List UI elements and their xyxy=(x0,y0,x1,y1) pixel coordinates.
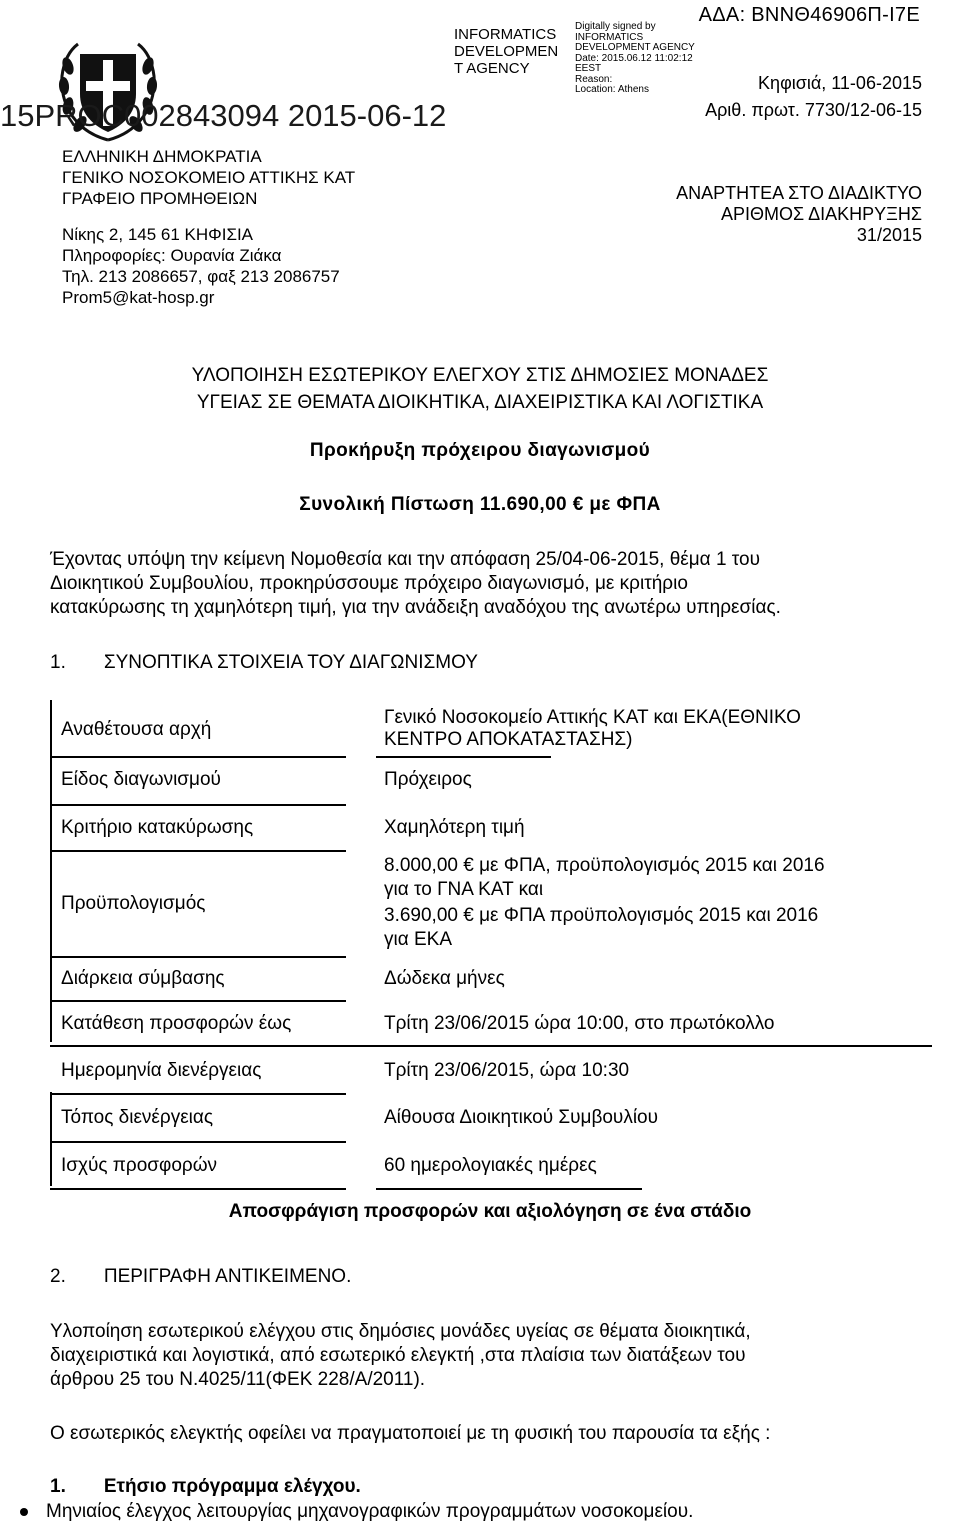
table-footer: Αποσφράγιση προσφορών και αξιολόγηση σε ένα στάδιο xyxy=(228,1201,752,1222)
total-credit: Συνολική Πίστωση 11.690,00 € με ΦΠΑ xyxy=(299,494,661,515)
document-stamp: 15PROC002843094 2015-06-12 xyxy=(0,98,447,133)
row-label: Είδος διαγωνισμού xyxy=(61,769,221,790)
publish-note: ΑΝΑΡΤΗΤΕΑ ΣΤΟ ΔΙΑΔΙΚΤΥΟ ΑΡΙΘΜΟΣ ΔΙΑΚΗΡΥΞΗΣ 31/2015 xyxy=(676,183,922,245)
row-value: Δώδεκα μήνες xyxy=(384,968,505,989)
row-label: Αναθέτουσα αρχή xyxy=(61,719,212,740)
row-label: Κατάθεση προσφορών έως xyxy=(61,1013,292,1034)
section1-heading: 1. ΣΥΝΟΠΤΙΚΑ ΣΤΟΙΧΕΙΑ ΤΟΥ ΔΙΑΓΩΝΙΣΜΟΥ xyxy=(50,652,478,673)
place-date: Κηφισιά, 11-06-2015 xyxy=(758,73,922,93)
row-label: Προϋπολογισμός xyxy=(61,893,206,914)
row-value: Πρόχειρος xyxy=(384,769,472,790)
contact-block: Νίκης 2, 145 61 ΚΗΦΙΣΙΑ Πληροφορίες: Ουρανία Ζιάκα Τηλ. 213 2086657, φαξ 213 2086757 Prom5@kat-hosp.gr xyxy=(62,225,340,307)
row-value: Αίθουσα Διοικητικού Συμβουλίου xyxy=(384,1107,659,1128)
row-value: Χαμηλότερη τιμή xyxy=(384,817,525,838)
description-paragraph: Υλοποίηση εσωτερικού ελέγχου στις δημόσιες μονάδες υγείας σε θέματα διοικητικά, διαχειριστικά και λογιστικά, από εσωτερικό ελεγκτή ,στα πλαίσια των διατάξεων του άρθρου 25 του Ν.4025/11(ΦΕΚ 228/Α/2011). xyxy=(50,1321,751,1390)
intro-paragraph: Έχοντας υπόψη την κείμενη Νομοθεσία και την απόφαση 25/04-06-2015, θέμα 1 του Διοικητικού Συμβουλίου, προκηρύσσουμε πρόχειρο διαγωνισμό, με κριτήριο κατακύρωσης τη χαμηλότερη τιμή, για την ανάδειξη αναδόχου της ανωτέρω υπηρεσίας. xyxy=(50,549,781,618)
signature-organization: INFORMATICS DEVELOPMEN T AGENCY xyxy=(454,26,559,77)
sender-block: ΕΛΛΗΝΙΚΗ ΔΗΜΟΚΡΑΤΙΑ ΓΕΝΙΚΟ ΝΟΣΟΚΟΜΕΙΟ ΑΤΤΙΚΗΣ ΚΑΤ ΓΡΑΦΕΙΟ ΠΡΟΜΗΘΕΙΩΝ xyxy=(62,147,356,208)
row-label: Κριτήριο κατακύρωσης xyxy=(61,817,254,838)
row-value: 60 ημερολογιακές ημέρες xyxy=(384,1155,597,1176)
row-label: Ισχύς προσφορών xyxy=(61,1155,218,1176)
protocol-number: Αριθ. πρωτ. 7730/12-06-15 xyxy=(705,100,922,120)
document-title: ΥΛΟΠΟΙΗΣΗ ΕΣΩΤΕΡΙΚΟΥ ΕΛΕΓΧΟΥ ΣΤΙΣ ΔΗΜΟΣΙΕΣ ΜΟΝΑΔΕΣ ΥΓΕΙΑΣ ΣΕ ΘΕΜΑΤΑ ΔΙΟΙΚΗΤΙΚΑ, ΔΙΑΧΕΙΡΙΣΤΙΚΑ ΚΑΙ ΛΟΓΙΣΤΙΚΑ xyxy=(191,365,769,413)
row-label: Τόπος διενέργειας xyxy=(61,1107,214,1128)
obligations-paragraph: Ο εσωτερικός ελεγκτής οφείλει να πραγματοποιεί με τη φυσική του παρουσία τα εξής : xyxy=(50,1423,771,1444)
announcement-heading: Προκήρυξη πρόχειρου διαγωνισμού xyxy=(309,440,651,461)
signature-details: Digitally signed by INFORMATICS DEVELOPMENT AGENCY Date: 2015.06.12 11:02:12 EEST Reason: Location: Athens xyxy=(575,21,695,95)
list-item: Μηνιαίος έλεγχος λειτουργίας μηχανογραφικών προγραμμάτων νοσοκομείου. xyxy=(20,1501,693,1523)
bullet-icon xyxy=(20,1508,28,1516)
row-value: 8.000,00 € με ΦΠΑ, προϋπολογισμός 2015 και 2016 για το ΓΝΑ ΚΑΤ και 3.690,00 € με ΦΠΑ προϋπολογισμός 2015 και 2016 για ΕΚΑ xyxy=(384,855,825,950)
item-heading: 1. Ετήσιο πρόγραμμα ελέγχου. xyxy=(50,1476,361,1497)
row-value: Τρίτη 23/06/2015, ώρα 10:30 xyxy=(384,1060,630,1081)
row-value: Γενικό Νοσοκομείο Αττικής ΚΑΤ και ΕΚΑ(ΕΘΝΙΚΟ ΚΕΝΤΡΟ ΑΠΟΚΑΤΑΣΤΑΣΗΣ) xyxy=(384,707,801,750)
row-label: Διάρκεια σύμβασης xyxy=(61,968,225,989)
section2-heading: 2. ΠΕΡΙΓΡΑΦΗ ΑΝΤΙΚΕΙΜΕΝΟ. xyxy=(50,1266,352,1287)
ada-code: ΑΔΑ: ΒΝΝΘ46906Π-Ι7Ε xyxy=(698,4,920,26)
row-value: Τρίτη 23/06/2015 ώρα 10:00, στο πρωτόκολλο xyxy=(384,1013,775,1034)
row-label: Ημερομηνία διενέργειας xyxy=(61,1060,262,1081)
